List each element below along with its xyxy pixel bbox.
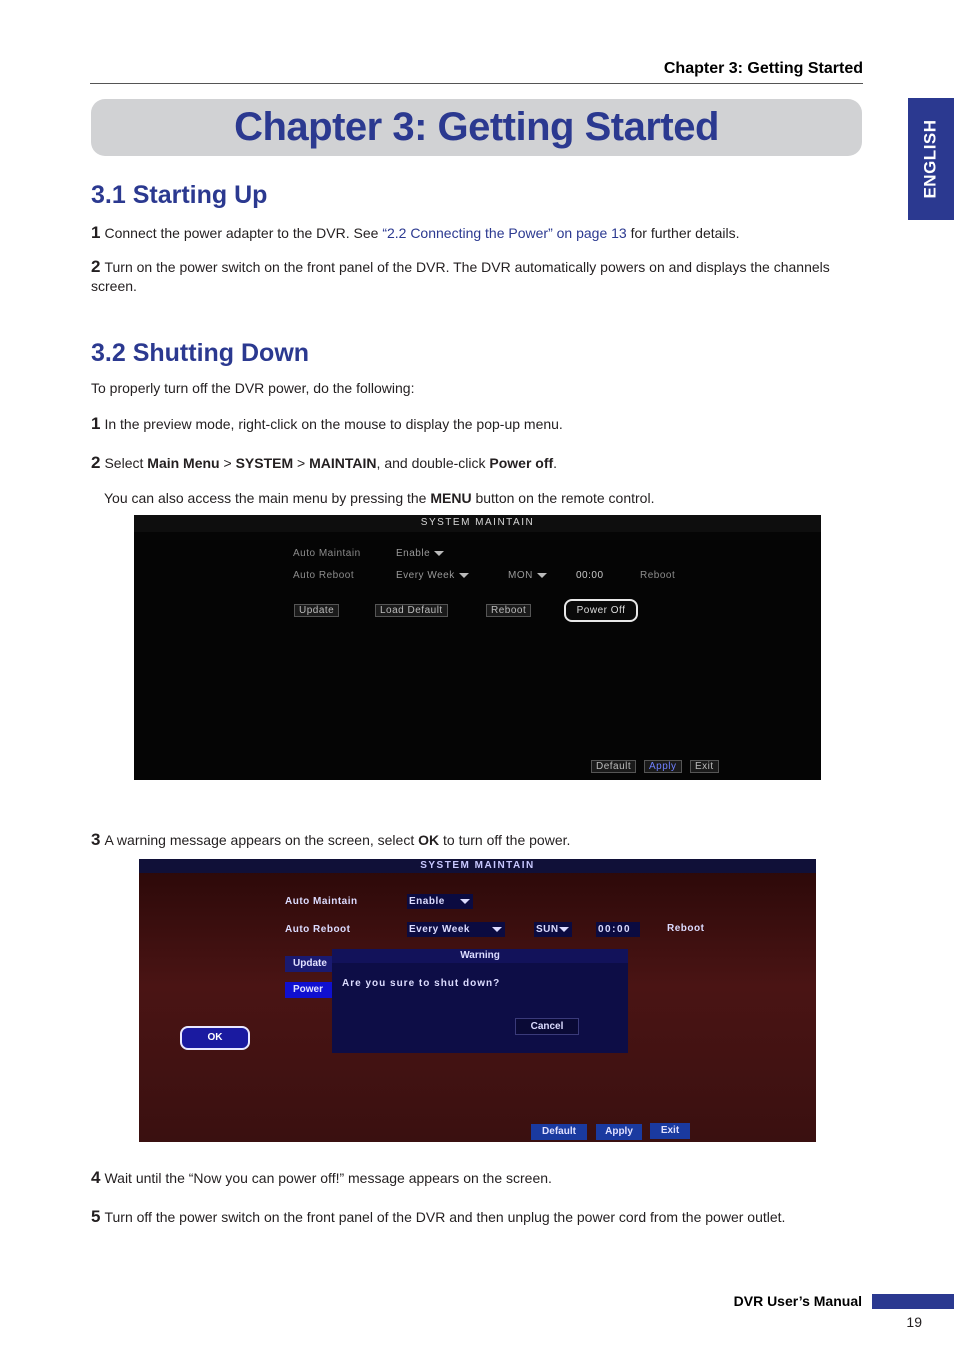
warning-dialog bbox=[332, 949, 628, 1053]
auto-maintain-label: Auto Maintain bbox=[293, 548, 361, 559]
language-tab bbox=[908, 98, 954, 220]
time-input[interactable]: 00:00 bbox=[576, 570, 604, 581]
shutdown-step-2 bbox=[91, 453, 866, 473]
default-button[interactable]: Default bbox=[531, 1124, 587, 1140]
language-tab-label: ENGLISH bbox=[921, 119, 940, 199]
page-number: 19 bbox=[906, 1314, 922, 1330]
note-text: You can also access the main menu by pressing the bbox=[104, 490, 431, 506]
step-text: > bbox=[219, 455, 236, 471]
chapter-title: Chapter 3: Getting Started bbox=[234, 105, 719, 149]
step-text: Turn on the power switch on the front panel of the DVR. The DVR automatically powers on and displays the channels screen. bbox=[91, 259, 830, 294]
header-rule bbox=[90, 83, 863, 84]
step-text: to turn off the power. bbox=[439, 832, 571, 848]
dialog-title: Warning bbox=[332, 949, 628, 963]
screenshot-system-maintain bbox=[134, 515, 821, 780]
section-title-starting-up: 3.1 Starting Up bbox=[91, 181, 268, 209]
auto-reboot-select[interactable] bbox=[407, 922, 505, 937]
running-header: Chapter 3: Getting Started bbox=[663, 60, 863, 77]
step-text: In the preview mode, right-click on the mouse to display the pop-up menu. bbox=[104, 416, 563, 432]
screenshot-warning-dialog bbox=[139, 859, 816, 1142]
startup-step-2 bbox=[91, 257, 866, 296]
step-text-bold: SYSTEM bbox=[235, 455, 294, 471]
step-text: Select bbox=[104, 455, 148, 471]
reboot-label: Reboot bbox=[667, 923, 705, 934]
auto-reboot-select[interactable] bbox=[396, 570, 469, 581]
apply-button[interactable]: Apply bbox=[644, 760, 682, 773]
screen-title: SYSTEM MAINTAIN bbox=[420, 860, 535, 871]
auto-maintain-select[interactable] bbox=[407, 894, 473, 909]
reboot-button[interactable]: Reboot bbox=[486, 604, 531, 617]
power-button[interactable]: Power bbox=[285, 982, 333, 998]
step-number: 1 bbox=[91, 223, 101, 242]
auto-reboot-label: Auto Reboot bbox=[285, 924, 351, 935]
startup-step-1 bbox=[91, 223, 866, 243]
load-default-button[interactable]: Load Default bbox=[375, 604, 448, 617]
exit-button[interactable]: Exit bbox=[650, 1123, 690, 1139]
step-text-bold: Power off bbox=[489, 455, 554, 471]
time-input[interactable]: 00:00 bbox=[596, 922, 640, 937]
day-select[interactable] bbox=[534, 922, 572, 937]
day-select[interactable] bbox=[508, 570, 547, 581]
step-text: for further details. bbox=[626, 225, 740, 241]
step-number: 4 bbox=[91, 1168, 101, 1187]
cancel-button[interactable]: Cancel bbox=[515, 1018, 579, 1035]
step-text: Wait until the “Now you can power off!” message appears on the screen. bbox=[104, 1170, 552, 1186]
footer-accent-bar bbox=[872, 1294, 954, 1309]
step-text-bold: Main Menu bbox=[147, 455, 220, 471]
shutdown-step-1 bbox=[91, 414, 866, 434]
step-text: > bbox=[293, 455, 310, 471]
select-value: Every Week bbox=[396, 570, 455, 581]
apply-button[interactable]: Apply bbox=[596, 1124, 642, 1140]
step-number: 5 bbox=[91, 1207, 101, 1226]
auto-maintain-label: Auto Maintain bbox=[285, 896, 358, 907]
step-text-bold: MAINTAIN bbox=[309, 455, 377, 471]
dialog-message: Are you sure to shut down? bbox=[342, 978, 501, 989]
auto-reboot-label: Auto Reboot bbox=[293, 570, 355, 581]
exit-button[interactable]: Exit bbox=[690, 760, 719, 773]
step-number: 2 bbox=[91, 257, 101, 276]
chevron-down-icon bbox=[434, 551, 444, 556]
reboot-label: Reboot bbox=[640, 570, 676, 581]
chapter-banner bbox=[91, 99, 862, 156]
select-value: Every Week bbox=[409, 924, 470, 935]
step-text-bold: OK bbox=[418, 832, 440, 848]
note-text: button on the remote control. bbox=[471, 490, 655, 506]
step-text: Connect the power adapter to the DVR. See bbox=[104, 225, 383, 241]
chevron-down-icon bbox=[492, 927, 502, 932]
section-title-shutting-down: 3.2 Shutting Down bbox=[91, 339, 310, 367]
step-number: 3 bbox=[91, 830, 101, 849]
chevron-down-icon bbox=[459, 573, 469, 578]
default-button[interactable]: Default bbox=[591, 760, 636, 773]
shutdown-intro: To properly turn off the DVR power, do the following: bbox=[91, 380, 415, 396]
chevron-down-icon bbox=[537, 573, 547, 578]
power-off-button[interactable]: Power Off bbox=[564, 599, 638, 622]
shutdown-step-4 bbox=[91, 1168, 866, 1188]
update-button[interactable]: Update bbox=[285, 956, 333, 972]
select-value: SUN bbox=[536, 924, 559, 935]
shutdown-step-3 bbox=[91, 830, 866, 850]
footer-manual-title: DVR User’s Manual bbox=[733, 1293, 862, 1309]
ok-button[interactable]: OK bbox=[180, 1026, 250, 1050]
shutdown-step-5 bbox=[91, 1207, 866, 1227]
chevron-down-icon bbox=[460, 899, 470, 904]
screen-title: SYSTEM MAINTAIN bbox=[420, 517, 535, 528]
shutdown-note bbox=[91, 489, 879, 508]
step-text: Turn off the power switch on the front panel of the DVR and then unplug the power cord from the power outlet. bbox=[104, 1209, 786, 1225]
step-text: A warning message appears on the screen, select bbox=[104, 832, 419, 848]
select-value: Enable bbox=[396, 548, 431, 559]
select-value: MON bbox=[508, 570, 533, 581]
step-number: 2 bbox=[91, 453, 101, 472]
auto-maintain-select[interactable] bbox=[396, 548, 444, 559]
step-number: 1 bbox=[91, 414, 101, 433]
note-text-bold: MENU bbox=[430, 490, 472, 506]
step-text: , and double-click bbox=[376, 455, 490, 471]
step-text: . bbox=[553, 455, 558, 471]
update-button[interactable]: Update bbox=[294, 604, 339, 617]
cross-reference-link[interactable]: “2.2 Connecting the Power” on page 13 bbox=[382, 225, 627, 241]
select-value: Enable bbox=[409, 896, 445, 907]
chevron-down-icon bbox=[559, 927, 569, 932]
